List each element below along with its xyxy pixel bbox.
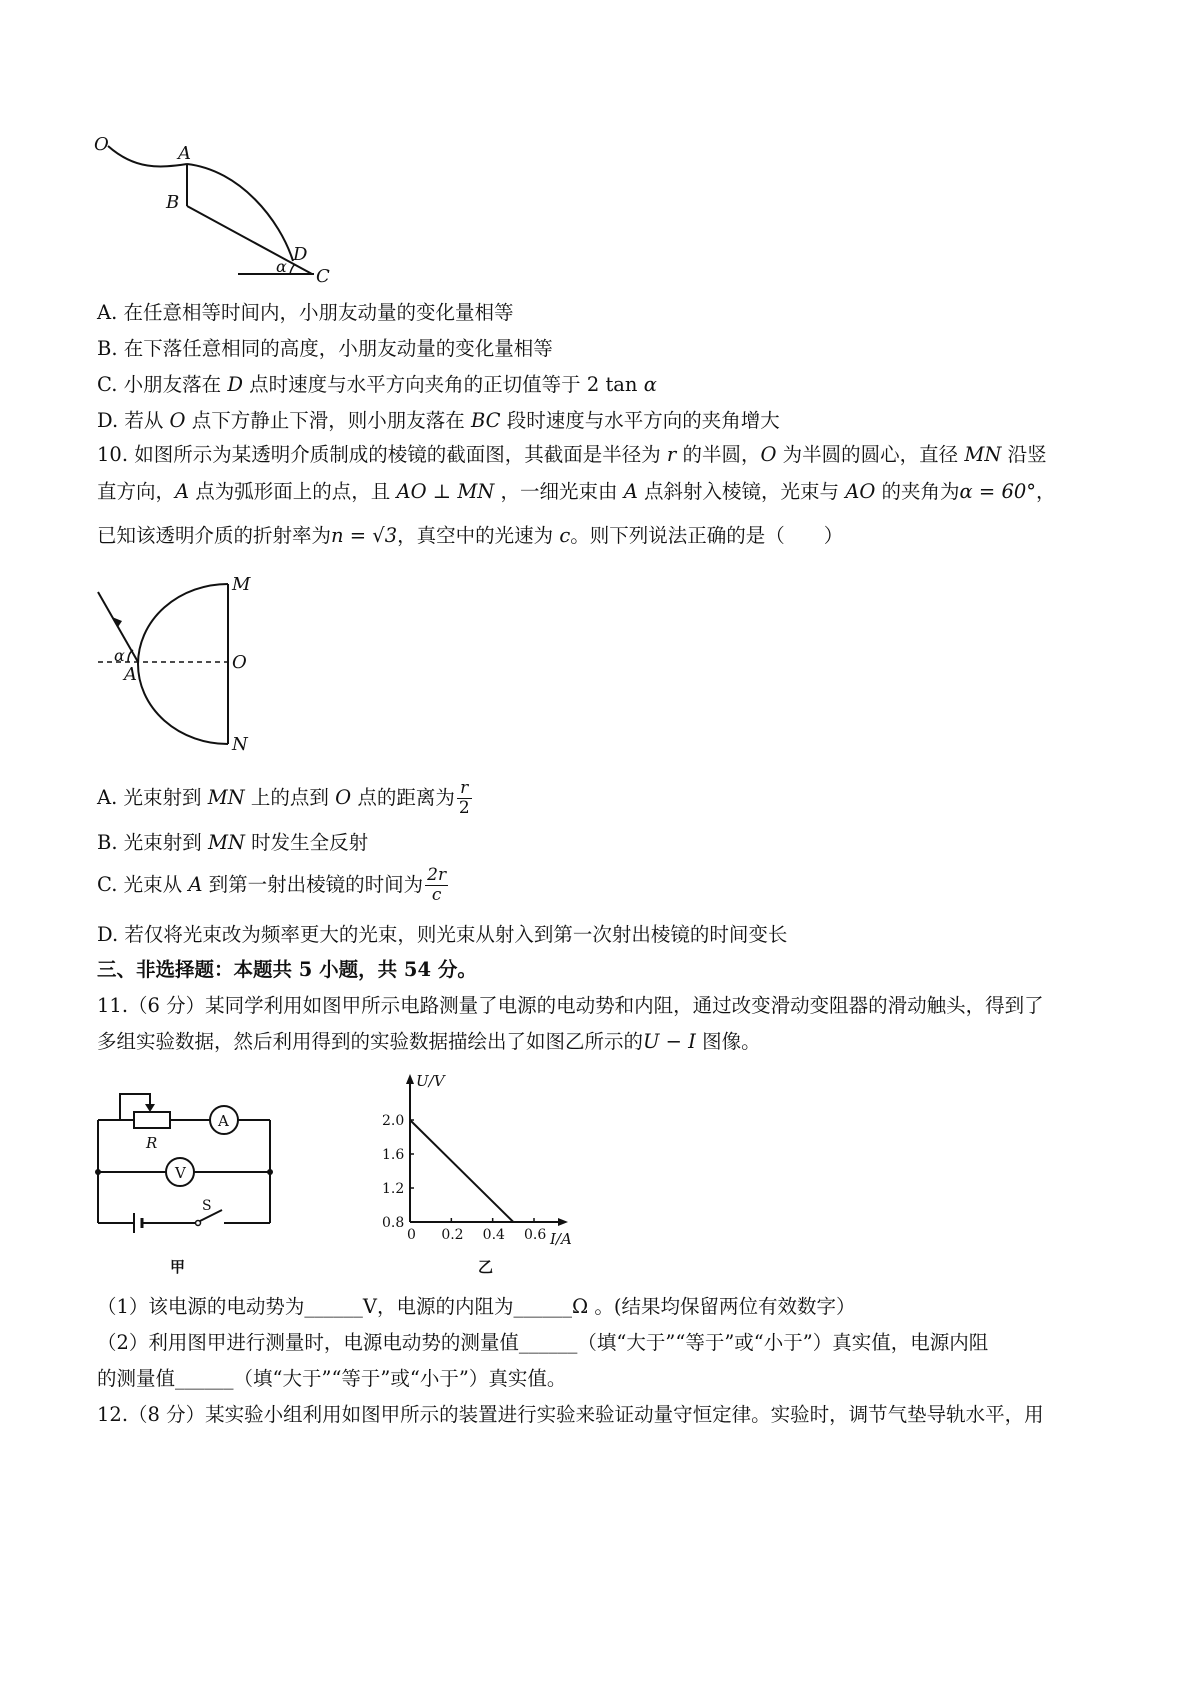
text: 段时速度与水平方向的夹角增大 xyxy=(500,409,780,432)
text: 点为弧形面上的点，且 xyxy=(189,480,397,503)
q9-option-a: A. 在任意相等时间内，小朋友动量的变化量相等 xyxy=(97,301,514,324)
prism-figure xyxy=(90,570,260,760)
text: 图像。 xyxy=(695,1030,761,1053)
var: D xyxy=(227,373,243,396)
y-tick-label: 1.2 xyxy=(382,1181,405,1197)
label-alpha: α xyxy=(276,257,287,276)
label-D: D xyxy=(293,244,308,265)
junction-dot xyxy=(267,1169,273,1175)
y-tick-label: 0.8 xyxy=(382,1215,405,1231)
text: 多组实验数据，然后利用得到的实验数据描绘出了如图乙所示的 xyxy=(97,1030,644,1053)
text: 为半圆的圆心，直径 xyxy=(776,443,965,466)
label-S: S xyxy=(202,1198,212,1214)
fraction-2r-over-c xyxy=(425,866,448,905)
label-M: M xyxy=(232,574,251,595)
x-axis-arrow xyxy=(558,1218,568,1226)
x-tick-label: 0.6 xyxy=(524,1227,547,1243)
text: ， xyxy=(1036,480,1056,503)
numerator: r xyxy=(457,779,472,799)
q10-option-c xyxy=(97,865,448,905)
label-ammeter: A xyxy=(218,1112,229,1130)
var: O xyxy=(760,443,777,466)
rheostat-body xyxy=(134,1112,170,1128)
text: 已知该透明介质的折射率为 xyxy=(97,524,332,547)
q10-stem-line2 xyxy=(97,477,1056,507)
section-heading: 三、非选择题：本题共 5 小题，共 54 分。 xyxy=(97,958,477,981)
text: 10. 如图所示为某透明介质制成的棱镜的截面图，其截面是半径为 xyxy=(97,443,667,466)
var: MN xyxy=(207,786,245,809)
angle-arc xyxy=(290,264,295,274)
y-axis-label: U/V xyxy=(416,1072,445,1090)
var: A xyxy=(175,480,190,503)
label-C: C xyxy=(316,266,330,287)
x-tick-label: 0 xyxy=(407,1227,416,1243)
label-B: B xyxy=(166,192,180,213)
var: MN xyxy=(964,443,1002,466)
q12-stem-line1: 12.（8 分）某实验小组利用如图甲所示的装置进行实验来验证动量守恒定律。实验时，调节气垫导轨水平，用 xyxy=(97,1403,1044,1426)
text: B. 光束射到 xyxy=(97,831,208,854)
var: AO ⊥ MN xyxy=(396,480,495,503)
label-A: A xyxy=(124,664,137,685)
text: 上的点到 xyxy=(244,786,336,809)
text: 点斜射入棱镜，光束与 xyxy=(637,480,846,503)
label-R: R xyxy=(146,1134,158,1152)
y-axis-arrow xyxy=(406,1074,414,1084)
y-tick-label: 1.6 xyxy=(382,1147,405,1163)
denominator: 2 xyxy=(458,798,470,818)
slide-figure xyxy=(90,130,350,290)
x-axis-label: I/A xyxy=(550,1230,572,1248)
text: 的夹角为 xyxy=(875,480,960,503)
text: 点时速度与水平方向夹角的正切值等于 2 tan xyxy=(242,373,644,396)
var: c xyxy=(559,524,571,547)
switch-pivot xyxy=(196,1221,201,1226)
caption-yi: 乙 xyxy=(478,1258,494,1276)
var: n = √3 xyxy=(331,524,398,547)
text: 沿竖 xyxy=(1001,443,1047,466)
arc-AD xyxy=(187,164,293,261)
circuit-diagram xyxy=(90,1080,290,1280)
q10-option-b xyxy=(97,828,368,858)
text: 的半圆， xyxy=(676,443,761,466)
y-tick-label: 2.0 xyxy=(382,1113,405,1129)
var: r xyxy=(666,443,677,466)
var: MN xyxy=(207,831,245,854)
text: 直方向， xyxy=(97,480,176,503)
var: α xyxy=(643,373,657,396)
q10-option-a xyxy=(97,778,472,818)
label-A: A xyxy=(178,143,191,164)
label-N: N xyxy=(232,734,248,755)
q10-option-d: D. 若仅将光束改为频率更大的光束，则光束从射入到第一次射出棱镜的时间变长 xyxy=(97,923,788,946)
text: 。则下列说法正确的是（ ） xyxy=(570,524,844,547)
text: C. 光束从 xyxy=(97,873,189,896)
text: A. 光束射到 xyxy=(97,786,208,809)
text: 时发生全反射 xyxy=(244,831,369,854)
label-O: O xyxy=(232,652,247,673)
var: α = 60° xyxy=(959,480,1037,503)
q9-option-c xyxy=(97,370,657,400)
label-O: O xyxy=(94,134,109,155)
q9-option-b: B. 在下落任意相同的高度，小朋友动量的变化量相等 xyxy=(97,337,553,360)
text: D. 若从 xyxy=(97,409,170,432)
q10-stem-line1 xyxy=(97,440,1047,470)
var: U − I xyxy=(643,1030,696,1053)
slider-arrow xyxy=(145,1104,155,1112)
text: 点下方静止下滑，则小朋友落在 xyxy=(185,409,471,432)
var: O xyxy=(169,409,186,432)
ui-graph xyxy=(370,1072,590,1282)
var: A xyxy=(188,873,203,896)
semicircle-arc xyxy=(138,584,228,744)
text: ，真空中的光速为 xyxy=(397,524,560,547)
text: 点的距离为 xyxy=(351,786,455,809)
q11-stem-line2 xyxy=(97,1027,761,1057)
text: 到第一射出棱镜的时间为 xyxy=(202,873,424,896)
text: ，一细光束由 xyxy=(494,480,624,503)
var: O xyxy=(335,786,352,809)
junction-dot xyxy=(95,1169,101,1175)
curve-OA xyxy=(108,146,187,166)
label-voltmeter: V xyxy=(175,1164,186,1182)
var: BC xyxy=(470,409,501,432)
text: C. 小朋友落在 xyxy=(97,373,228,396)
q11-sub1: （1）该电源的电动势为______V，电源的内阻为______Ω 。(结果均保留两位有效数字） xyxy=(97,1295,856,1318)
x-tick-label: 0.4 xyxy=(482,1227,505,1243)
numerator: 2r xyxy=(427,865,447,885)
var: AO xyxy=(845,480,876,503)
x-tick-label: 0.2 xyxy=(441,1227,464,1243)
var: A xyxy=(623,480,638,503)
q11-sub2-line1: （2）利用图甲进行测量时，电源电动势的测量值______（填“大于”“等于”或“小于”）真实值，电源内阻 xyxy=(97,1331,989,1354)
q11-stem-line1: 11.（6 分）某同学利用如图甲所示电路测量了电源的电动势和内阻，通过改变滑动变阻器的滑动触头，得到了 xyxy=(97,994,1044,1017)
q10-stem-line3 xyxy=(97,521,843,551)
caption-jia: 甲 xyxy=(170,1258,186,1276)
denominator: c xyxy=(431,885,442,905)
fraction-r-over-2 xyxy=(457,779,472,818)
q11-sub2-line2: 的测量值______（填“大于”“等于”或“小于”）真实值。 xyxy=(97,1367,567,1390)
label-alpha: α xyxy=(114,646,125,665)
ui-line xyxy=(410,1120,513,1222)
q9-option-d xyxy=(97,406,780,436)
